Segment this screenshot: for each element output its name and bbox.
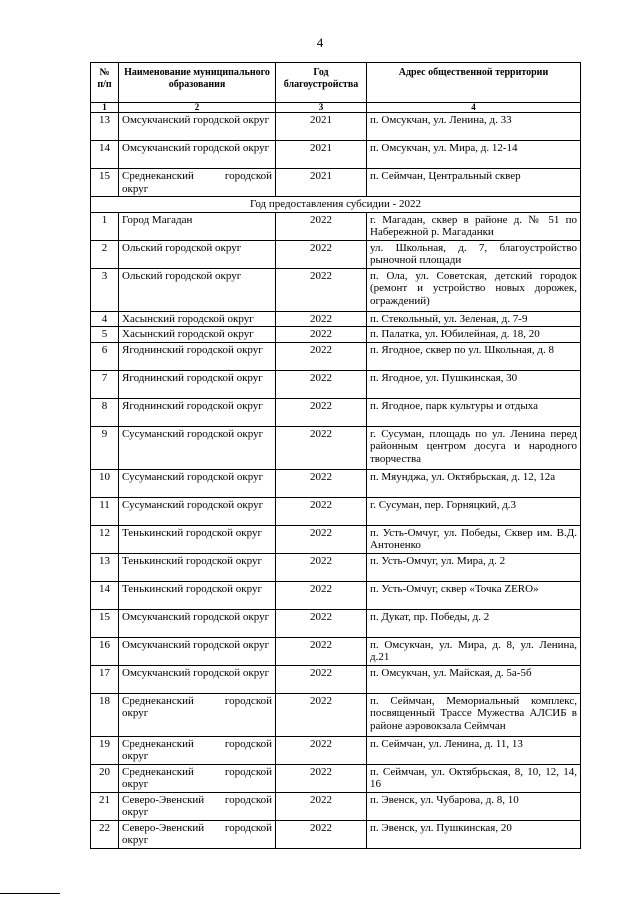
improvement-year: 2022 [276,497,367,525]
rows-2021 [91,113,581,197]
table-row [91,637,581,665]
territory-address: п. Палатка, ул. Юбилейная, д. 18, 20 [367,327,581,343]
table-row [91,398,581,426]
row-number: 2 [91,240,119,268]
table-row [91,764,581,792]
territory-address: г. Сусуман, площадь по ул. Ленина перед районным центром досуга и народного творчества [367,426,581,469]
municipality-name: Ягоднинский городской округ [119,370,276,398]
municipality-name: Тенькинский городской округ [119,553,276,581]
improvement-year: 2022 [276,342,367,370]
territory-address: п. Стекольный, ул. Зеленая, д. 7-9 [367,311,581,327]
municipality-name: Ольский городской округ [119,268,276,311]
row-number: 20 [91,764,119,792]
municipality-name: Омсукчанский городской округ [119,113,276,141]
section-title: Год предоставления субсидии - 2022 [91,197,581,213]
municipality-name: Северо-Эвенский городской округ [119,792,276,820]
row-number: 11 [91,497,119,525]
table-row [91,581,581,609]
municipality-name: Сусуманский городской округ [119,497,276,525]
section-row [91,197,581,213]
row-number: 3 [91,268,119,311]
row-number: 17 [91,665,119,693]
table-row [91,469,581,497]
improvement-year: 2022 [276,311,367,327]
territory-address: п. Сеймчан, ул. Октябрьская, 8, 10, 12, 14, 16 [367,764,581,792]
row-number: 19 [91,736,119,764]
improvement-year: 2022 [276,665,367,693]
row-number: 18 [91,693,119,736]
row-number: 4 [91,311,119,327]
improvement-year: 2022 [276,327,367,343]
improvement-year: 2022 [276,426,367,469]
header-address: Адрес общественной территории [367,63,581,103]
municipality-name: Ольский городской округ [119,240,276,268]
table-row [91,240,581,268]
row-number: 14 [91,581,119,609]
improvement-year: 2022 [276,609,367,637]
improvement-year: 2022 [276,525,367,553]
territory-address: п. Сеймчан, Центральный сквер [367,169,581,197]
improvement-year: 2022 [276,212,367,240]
column-number: 3 [276,103,367,113]
improvement-year: 2022 [276,792,367,820]
municipality-name: Омсукчанский городской округ [119,665,276,693]
territory-address: п. Усть-Омчуг, ул. Победы, Сквер им. В.Д. Антоненко [367,525,581,553]
territory-address: п. Ягодное, ул. Пушкинская, 30 [367,370,581,398]
municipality-name: Омсукчанский городской округ [119,141,276,169]
territory-address: п. Омсукчан, ул. Мира, д. 12-14 [367,141,581,169]
row-number: 15 [91,609,119,637]
improvement-year: 2022 [276,693,367,736]
territory-address: п. Сеймчан, Мемориальный комплекс, посвященный Трассе Мужества АЛСИБ в районе аэровокзала Сеймчан [367,693,581,736]
territory-address: п. Усть-Омчуг, ул. Мира, д. 2 [367,553,581,581]
improvement-year: 2022 [276,370,367,398]
territory-address: п. Дукат, пр. Победы, д. 2 [367,609,581,637]
municipality-name: Ягоднинский городской округ [119,342,276,370]
municipality-name: Тенькинский городской округ [119,525,276,553]
improvement-year: 2022 [276,764,367,792]
header-year: Год благоустройства [276,63,367,103]
territory-address: п. Омсукчан, ул. Мира, д. 8, ул. Ленина, д.21 [367,637,581,665]
territory-address: п. Сеймчан, ул. Ленина, д. 11, 13 [367,736,581,764]
improvement-year: 2022 [276,553,367,581]
municipality-name: Среднеканский городской округ [119,169,276,197]
municipality-name: Омсукчанский городской округ [119,609,276,637]
municipality-name: Среднеканский городской округ [119,693,276,736]
municipality-name: Омсукчанский городской округ [119,637,276,665]
improvement-year: 2021 [276,169,367,197]
header-num: № п/п [91,63,119,103]
territory-address: п. Омсукчан, ул. Майская, д. 5а-5б [367,665,581,693]
table-row [91,327,581,343]
table-row [91,525,581,553]
municipality-name: Город Магадан [119,212,276,240]
improvement-year: 2022 [276,736,367,764]
table-row [91,693,581,736]
table-row [91,553,581,581]
improvement-year: 2021 [276,141,367,169]
municipality-name: Сусуманский городской округ [119,426,276,469]
territory-address: п. Эвенск, ул. Чубарова, д. 8, 10 [367,792,581,820]
improvement-year: 2022 [276,637,367,665]
table-row [91,169,581,197]
territory-address: г. Магадан, сквер в районе д. № 51 по Набережной р. Магаданки [367,212,581,240]
row-number: 14 [91,141,119,169]
row-number: 10 [91,469,119,497]
header-municipality: Наименование муниципального образования [119,63,276,103]
territory-address: п. Ягодное, парк культуры и отдыха [367,398,581,426]
territory-address: п. Мяунджа, ул. Октябрьская, д. 12, 12а [367,469,581,497]
row-number: 5 [91,327,119,343]
row-number: 15 [91,169,119,197]
column-number: 4 [367,103,581,113]
column-number: 1 [91,103,119,113]
table-row [91,609,581,637]
row-number: 16 [91,637,119,665]
improvement-year: 2022 [276,469,367,497]
improvement-year: 2022 [276,820,367,848]
municipality-name: Северо-Эвенский городской округ [119,820,276,848]
table-row [91,342,581,370]
row-number: 9 [91,426,119,469]
municipality-name: Среднеканский городской округ [119,764,276,792]
footer-divider [0,893,60,894]
territory-address: п. Ягодное, сквер по ул. Школьная, д. 8 [367,342,581,370]
territory-address: ул. Школьная, д. 7, благоустройство рыночной площади [367,240,581,268]
improvement-year: 2022 [276,398,367,426]
column-number-row [91,103,581,113]
row-number: 13 [91,113,119,141]
municipality-name: Хасынский городской округ [119,311,276,327]
improvement-year: 2022 [276,581,367,609]
table-row [91,665,581,693]
table-row [91,212,581,240]
territory-address: п. Усть-Омчуг, сквер «Точка ZERO» [367,581,581,609]
municipality-name: Тенькинский городской округ [119,581,276,609]
table-row [91,497,581,525]
table-header-row [91,63,581,103]
row-number: 1 [91,212,119,240]
table-row [91,370,581,398]
table-row [91,426,581,469]
municipality-name: Ягоднинский городской округ [119,398,276,426]
territory-address: п. Ола, ул. Советская, детский городок (ремонт и устройство новых дорожек, ограждений) [367,268,581,311]
row-number: 13 [91,553,119,581]
table-row [91,113,581,141]
table-row [91,792,581,820]
table-row [91,141,581,169]
row-number: 8 [91,398,119,426]
municipality-name: Сусуманский городской округ [119,469,276,497]
territory-address: г. Сусуман, пер. Горняцкий, д.3 [367,497,581,525]
improvement-year: 2022 [276,240,367,268]
municipality-name: Хасынский городской округ [119,327,276,343]
row-number: 22 [91,820,119,848]
table-row [91,820,581,848]
row-number: 21 [91,792,119,820]
row-number: 12 [91,525,119,553]
row-number: 6 [91,342,119,370]
rows-2022 [91,212,581,848]
municipality-name: Среднеканский городской округ [119,736,276,764]
column-number: 2 [119,103,276,113]
row-number: 7 [91,370,119,398]
territory-address: п. Эвенск, ул. Пушкинская, 20 [367,820,581,848]
territory-address: п. Омсукчан, ул. Ленина, д. 33 [367,113,581,141]
improvement-year: 2022 [276,268,367,311]
page-number: 4 [316,35,324,50]
table-row [91,311,581,327]
table-row [91,736,581,764]
table-row [91,268,581,311]
territories-table [90,62,581,849]
improvement-year: 2021 [276,113,367,141]
